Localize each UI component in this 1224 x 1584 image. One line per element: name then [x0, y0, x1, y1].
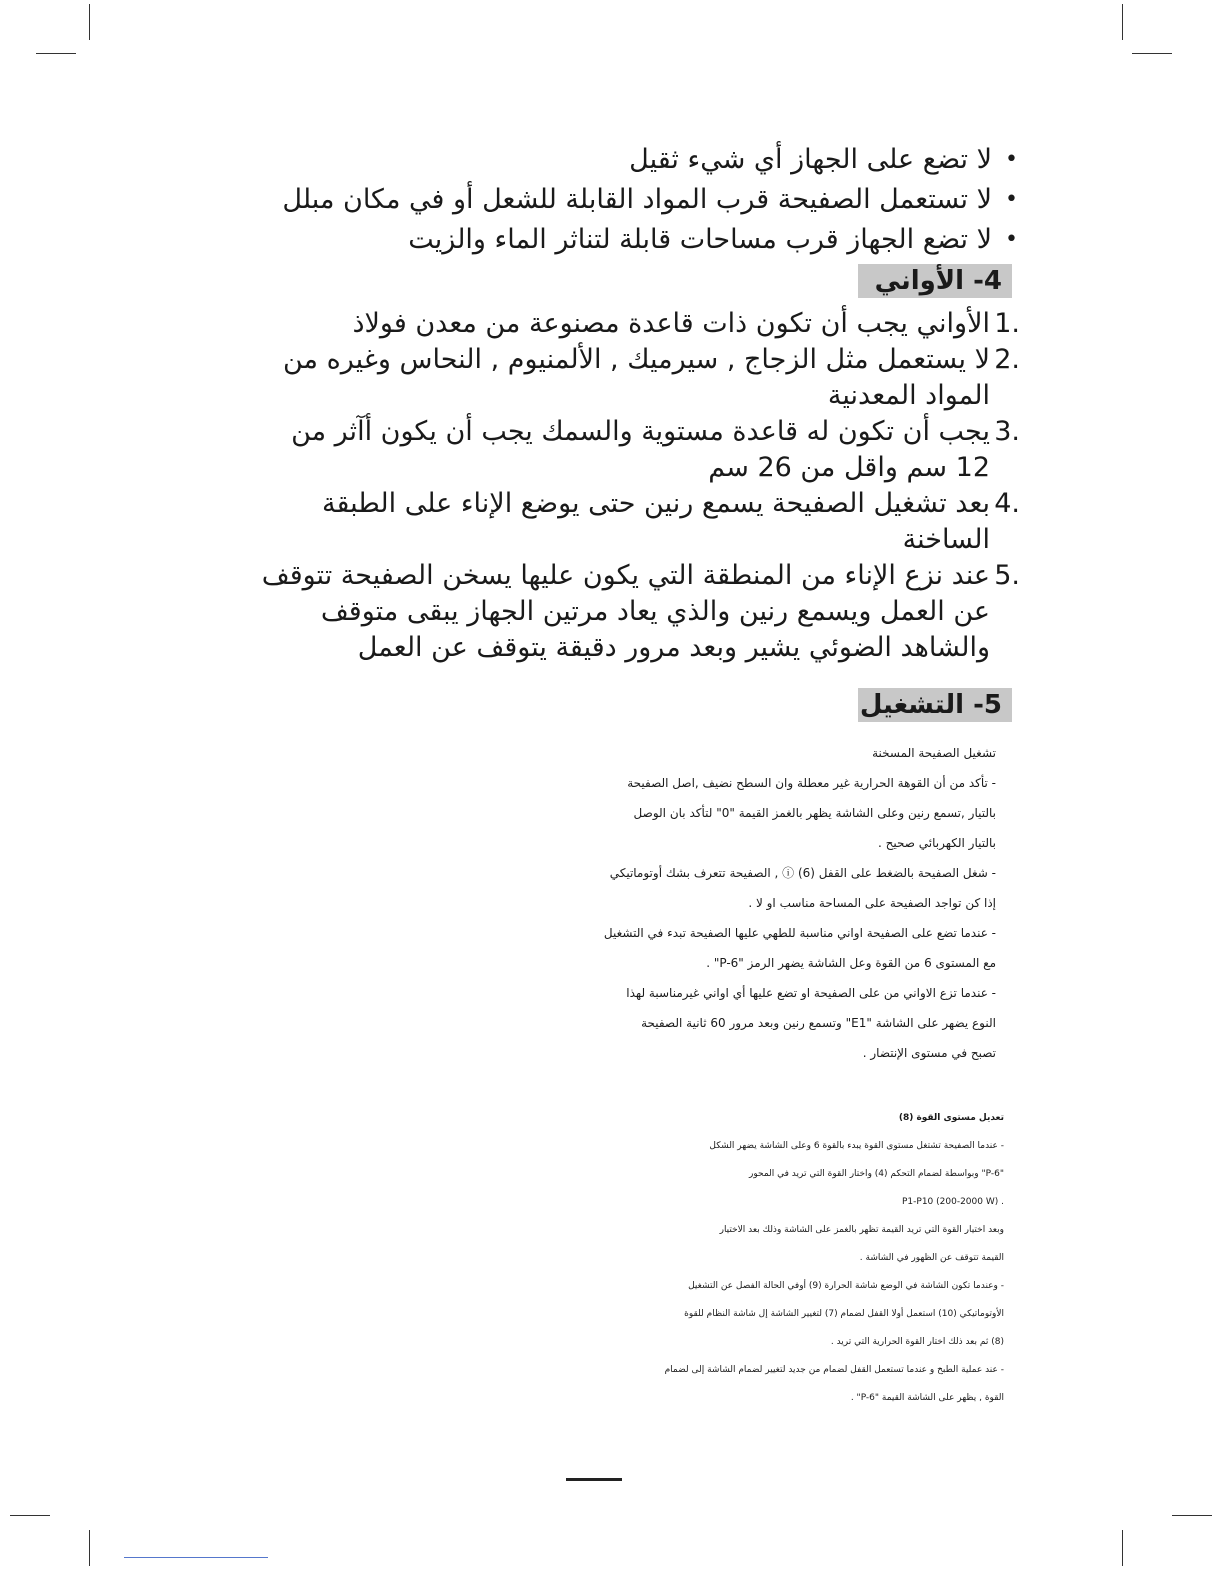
list-item-number: 1. — [994, 308, 1020, 339]
power-line: . P1-P10 (200-2000 W) — [902, 1197, 1004, 1207]
bullet-item: • لا تضع الجهاز قرب مساحات قابلة لتناثر الماء والزيت — [250, 220, 1020, 260]
list-item-number: 2. — [994, 344, 1020, 375]
power-line: القوة , يظهر على الشاشة القيمة "P-6" . — [850, 1393, 1004, 1403]
power-line: الأوتوماتيكي (10) استعمل أولا القفل لضمام (7) لتغيير الشاشة إل شاشة النظام للقوة — [684, 1309, 1004, 1319]
power-line: (8) ثم بعد ذلك اختار القوة الحرارية التي تريد . — [830, 1337, 1004, 1347]
crop-mark-top-left — [89, 4, 90, 40]
list-item-text: يجب أن تكون له قاعدة مستوية والسمك يجب أن يكون أآثر من 12 سم واقل من 26 سم — [291, 416, 990, 483]
instruction-line: مع المستوى 6 من القوة وعل الشاشة يضهر الرمز "P-6" . — [706, 956, 996, 970]
list-item-number: 3. — [994, 416, 1020, 447]
list-item — [250, 558, 1020, 666]
instruction-line: تصبح في مستوى الإنتضار . — [862, 1046, 996, 1060]
crop-mark-top-right-h — [1132, 53, 1172, 54]
instruction-line: - شغل الصفيحة بالضغط على القفل ⓘ (6) , الصفيحة تتعرف بشك أوتوماتيكي — [609, 866, 996, 880]
cookware-list — [250, 306, 1020, 666]
power-line: وبعد اختيار القوة التي تريد القيمة تظهر بالغمز على الشاشة وذلك بعد الاختيار — [719, 1225, 1004, 1235]
page-footer-rule — [566, 1478, 622, 1481]
crop-mark-bottom-left-h — [10, 1515, 50, 1516]
power-line: تعديل مستوى القوة (8) — [898, 1113, 1004, 1123]
crop-mark-top-left-h — [36, 53, 76, 54]
power-adjust-instructions — [250, 1104, 1004, 1412]
instruction-line: بالتيار الكهربائي صحيح . — [877, 836, 996, 850]
document-page — [250, 140, 1020, 1412]
instruction-line: - تأكد من أن القوهة الحرارية غير معطلة وان السطح نضيف ,اصل الصفيحة — [627, 776, 996, 790]
instruction-line: - عندما تضع على الصفيحة اواني مناسبة للطهي عليها الصفيحة تبدء في التشغيل — [603, 926, 996, 940]
power-line: - عندما الصفيحة تشتغل مستوى القوة يبدء بالقوة 6 وعلى الشاشة يضهر الشكل — [709, 1141, 1004, 1151]
power-line: "P-6" وبواسطة لضمام التحكم (4) واختار القوة التي تريد في المحور — [749, 1169, 1004, 1179]
power-line: - عند عملية الطبخ و عندما تستعمل القفل لضمام من جديد لتغيير لضمام الشاشة إلى لضمام — [664, 1365, 1004, 1375]
crop-mark-top-right — [1122, 4, 1123, 40]
list-item-text: عند نزع الإناء من المنطقة التي يكون عليها يسخن الصفيحة تتوقف عن العمل ويسمع رنين والذي يعاد مرتين الجهاز يبقى متوقف والشاهد الضوئي يشير وبعد مرور دقيقة يتوقف عن العمل — [261, 560, 990, 663]
list-item-number: 5. — [994, 560, 1020, 591]
list-item — [250, 306, 1020, 342]
crop-mark-bottom-right — [1122, 1530, 1123, 1566]
list-item — [250, 486, 1020, 558]
crop-mark-bottom-left — [89, 1530, 90, 1566]
instruction-line: إذا كن تواجد الصفيحة على المساحة مناسب او لا . — [748, 896, 996, 910]
list-item-text: الأواني يجب أن تكون ذات قاعدة مصنوعة من معدن فولاذ — [352, 308, 990, 339]
footer-link-underline — [124, 1557, 268, 1558]
bullet-item: • لا تضع على الجهاز أي شيء ثقيل — [250, 140, 1020, 180]
list-item-text: لا يستعمل مثل الزجاج , سيرميك , الألمنيوم , النحاس وغيره من المواد المعدنية — [283, 344, 990, 411]
bullet-item: • لا تستعمل الصفيحة قرب المواد القابلة للشعل أو في مكان مبلل — [250, 180, 1020, 220]
power-line: القيمة تتوقف عن الظهور في الشاشة . — [859, 1253, 1004, 1263]
safety-bullet-list — [250, 140, 1020, 260]
instruction-line: - عندما تزع الاواني من على الصفيحة او تضع عليها أي اواني غيرمناسبة لهذا — [626, 986, 996, 1000]
section-5-heading: 5- التشغيل — [858, 688, 1012, 722]
crop-mark-bottom-right-h — [1172, 1515, 1212, 1516]
instruction-line: النوع يضهر على الشاشة "E1" وتسمع رنين وبعد مرور 60 ثانية الصفيحة — [641, 1016, 996, 1030]
list-item — [250, 414, 1020, 486]
list-item — [250, 342, 1020, 414]
list-item-number: 4. — [994, 488, 1020, 519]
instruction-line: بالتيار ,تسمع رنين وعلى الشاشة يظهر بالغمز القيمة "0" لتأكد بان الوصل — [633, 806, 996, 820]
power-line: - وعندما تكون الشاشة في الوضع شاشة الحرارة (9) أوفي الحالة الفصل عن التشغيل — [688, 1281, 1004, 1291]
list-item-text: بعد تشغيل الصفيحة يسمع رنين حتى يوضع الإناء على الطبقة الساخنة — [321, 488, 990, 555]
operation-instructions — [250, 738, 996, 1068]
instruction-line: تشغيل الصفيحة المسخنة — [872, 746, 996, 760]
section-4-heading: 4- الأواني — [858, 264, 1012, 298]
